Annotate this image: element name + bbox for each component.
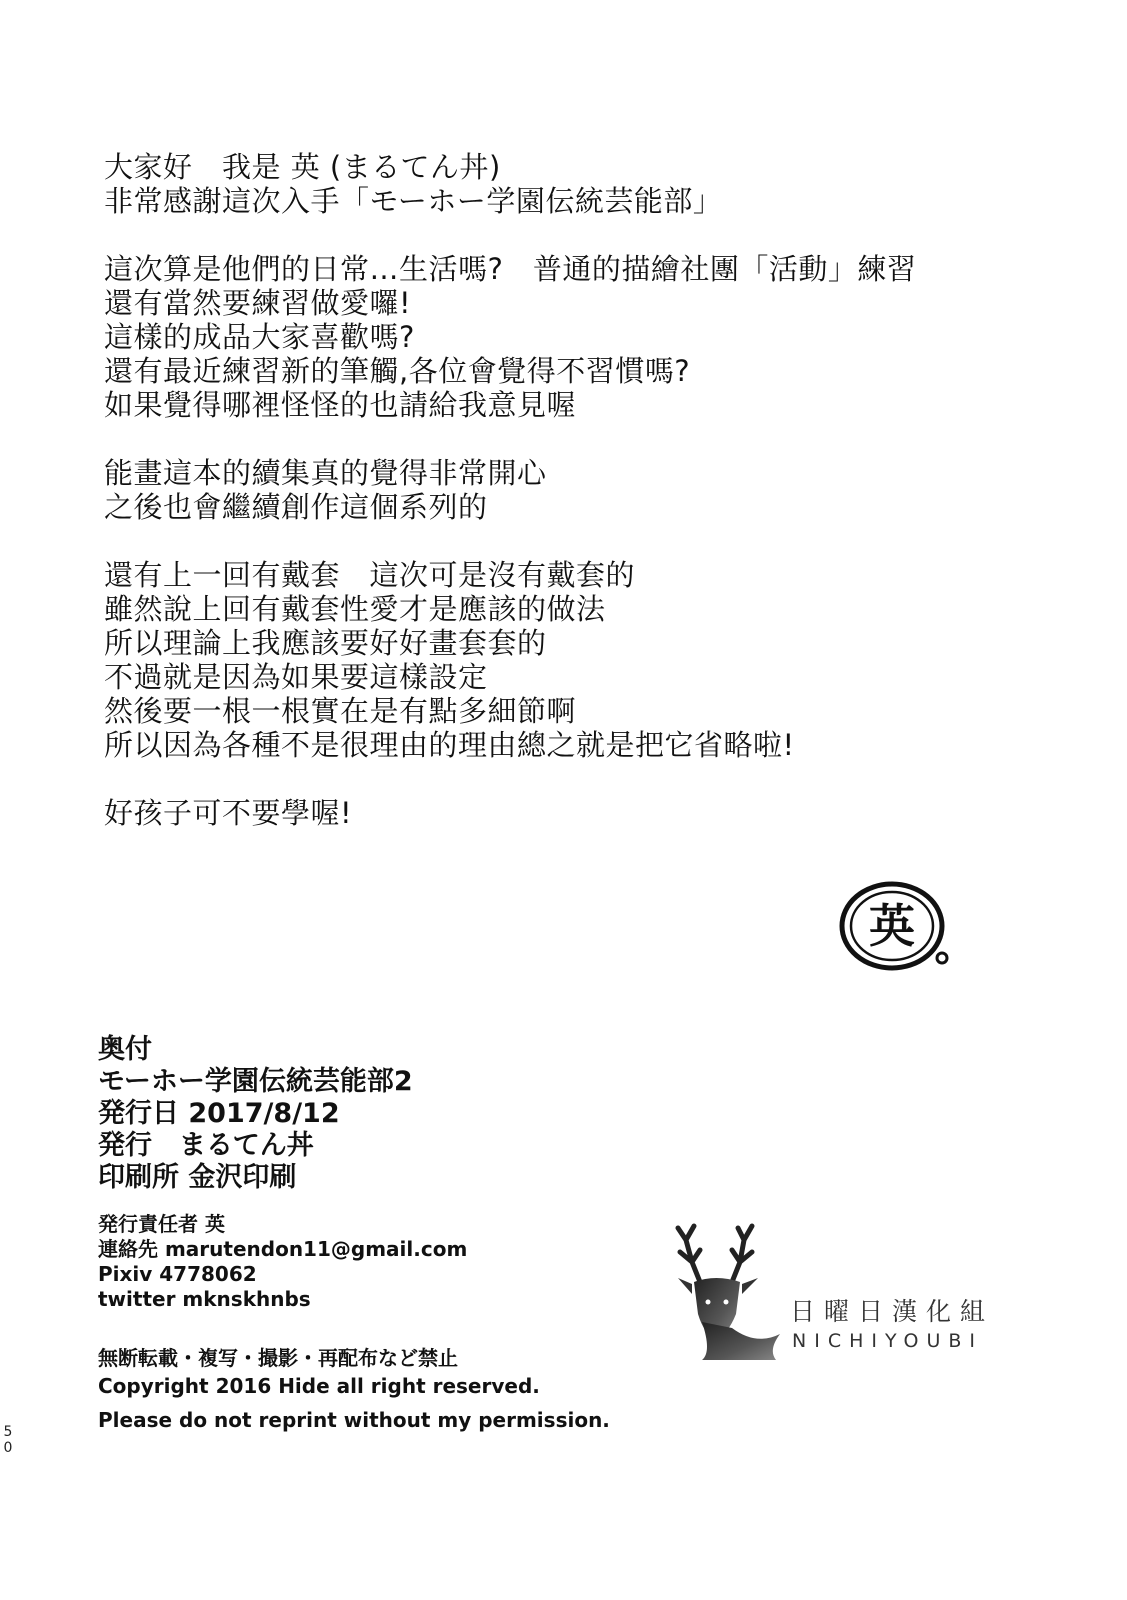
afterword-line: 然後要一根一根實在是有點多細節啊 <box>104 694 577 728</box>
page-number <box>2 1424 14 1456</box>
afterword-line: 大家好 我是 英 (まるてん丼) <box>104 150 501 184</box>
afterword-line: 能畫這本的續集真的覺得非常開心 <box>104 456 547 490</box>
afterword-line: 所以理論上我應該要好好畫套套的 <box>104 626 547 660</box>
colophon-date: 発行日 2017/8/12 <box>98 1098 340 1129</box>
colophon-publisher: 発行 まるてん丼 <box>98 1130 314 1161</box>
translation-group-romaji: NICHIYOUBI <box>792 1330 984 1352</box>
legal-notice <box>98 1344 610 1434</box>
afterword-line <box>104 218 1004 252</box>
legal-permission: Please do not reprint without my permission. <box>98 1408 610 1432</box>
translation-group-name: 日曜日漢化組 <box>790 1297 995 1326</box>
legal-prohibition: 無断転載・複写・撮影・再配布など禁止 <box>98 1346 458 1370</box>
afterword-line: 還有上一回有戴套 這次可是沒有戴套的 <box>104 558 636 592</box>
legal-copyright: Copyright 2016 Hide all right reserved. <box>98 1374 540 1398</box>
afterword-text <box>104 150 1004 830</box>
afterword-line <box>104 524 1004 558</box>
afterword-line <box>104 762 1004 796</box>
afterword-line: 不過就是因為如果要這樣設定 <box>104 660 488 694</box>
afterword-line: 這次算是他們的日常…生活嗎? 普通的描繪社團「活動」練習 <box>104 252 917 286</box>
colophon-heading: 奥付 <box>98 1034 152 1065</box>
page-number-digit: 0 <box>3 1440 13 1456</box>
seal-text: 英 <box>869 899 915 953</box>
afterword-line: 還有當然要練習做愛囉! <box>104 286 412 320</box>
credits-editor: 発行責任者 英 <box>98 1212 225 1236</box>
colophon-printer: 印刷所 金沢印刷 <box>98 1162 297 1193</box>
afterword-line: 之後也會繼續創作這個系列的 <box>104 490 488 524</box>
afterword-line: 這樣的成品大家喜歡嗎? <box>104 320 415 354</box>
afterword-line: 非常感謝這次入手「モーホー学園伝統芸能部」 <box>104 184 723 218</box>
credits-twitter: twitter mknskhnbs <box>98 1287 311 1311</box>
credits <box>98 1212 467 1312</box>
afterword-line: 如果覺得哪裡怪怪的也請給我意見喔 <box>104 388 577 422</box>
colophon-title: モーホー学園伝統芸能部2 <box>98 1066 413 1097</box>
deer-logo-icon <box>672 1222 790 1362</box>
credits-contact: 連絡先 marutendon11@gmail.com <box>98 1237 468 1261</box>
credits-pixiv: Pixiv 4778062 <box>98 1262 257 1286</box>
afterword-line: 雖然說上回有戴套性愛才是應該的做法 <box>104 592 606 626</box>
afterword-line: 好孩子可不要學喔! <box>104 796 353 830</box>
afterword-line: 所以因為各種不是很理由的理由總之就是把它省略啦! <box>104 728 795 762</box>
afterword-line: 還有最近練習新的筆觸,各位會覺得不習慣嗎? <box>104 354 691 388</box>
hanko-seal <box>836 876 952 976</box>
afterword-line <box>104 422 1004 456</box>
page-number-digit: 5 <box>3 1424 13 1440</box>
colophon <box>98 1034 413 1194</box>
